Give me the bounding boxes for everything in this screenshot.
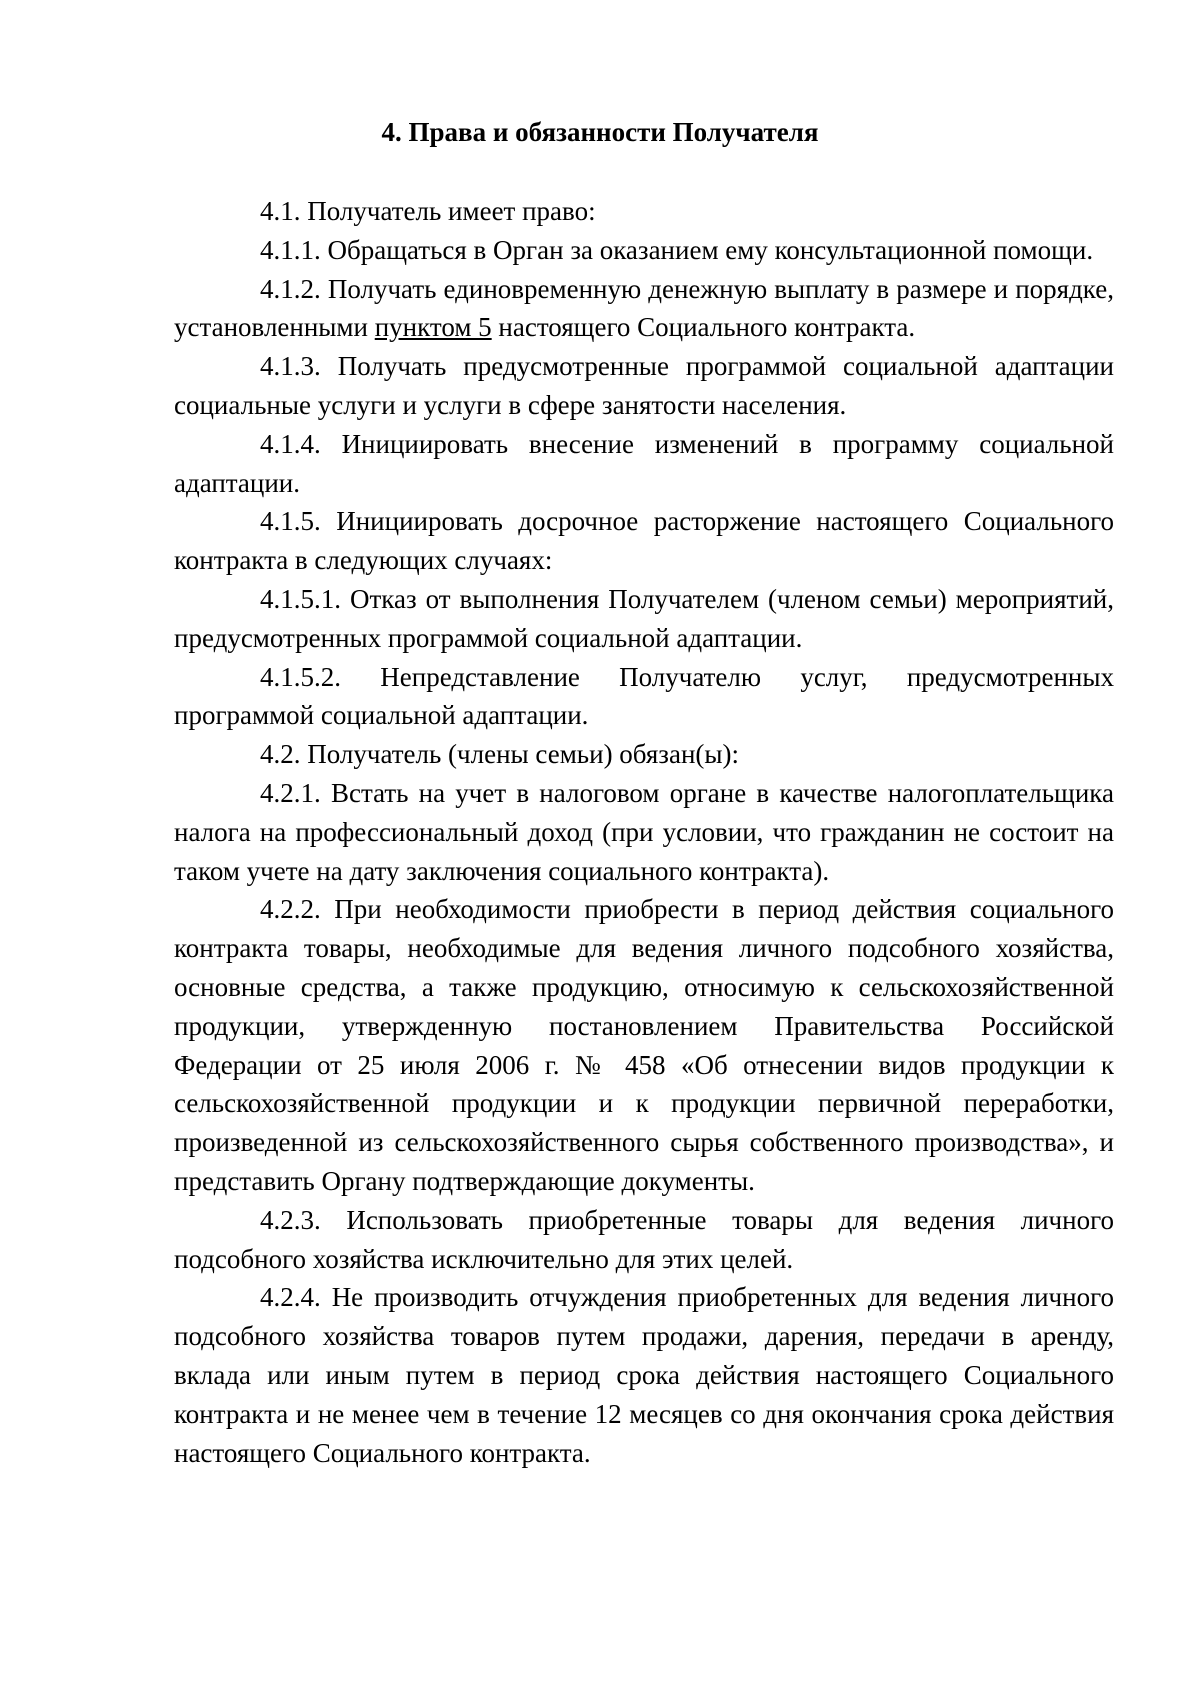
paragraph-4-2: 4.2. Получатель (члены семьи) обязан(ы): bbox=[260, 739, 740, 770]
clause-5-link[interactable]: пунктом 5 bbox=[374, 312, 492, 343]
paragraph-4-1-2-text-end: настоящего Социального контракта. bbox=[491, 312, 916, 343]
section-body bbox=[174, 192, 1114, 1472]
paragraph-4-1-3: 4.1.3. Получать предусмотренные программой социальной адаптации социальные услуги и услуги в сфере занятости населения. bbox=[174, 351, 1114, 420]
section-heading: 4. Права и обязанности Получателя bbox=[381, 117, 819, 147]
paragraph-4-1-2 bbox=[174, 270, 1114, 348]
paragraph-4-1-5-2: 4.1.5.2. Непредставление Получателю услуг, предусмотренных программой социальной адаптации. bbox=[174, 661, 1114, 731]
paragraph-4-1-2-text-start: 4.1.2. Получать единовременную денежную выплату в размере и порядке, установленными bbox=[174, 273, 1114, 343]
paragraph-4-1-5: 4.1.5. Инициировать досрочное расторжение настоящего Социального контракта в следующих случаях: bbox=[174, 506, 1114, 576]
paragraph-4-1-5-1: 4.1.5.1. Отказ от выполнения Получателем (членом семьи) мероприятий, предусмотренных программой социальной адаптации. bbox=[174, 583, 1114, 653]
paragraph-4-1-4: 4.1.4. Инициировать внесение изменений в программу социальной адаптации. bbox=[174, 428, 1114, 498]
paragraph-4-2-1: 4.2.1. Встать на учет в налоговом органе в качестве налогоплательщика налога на профессиональный доход (при условии, что гражданин не состоит на таком учете на дату заключения социального контракта). bbox=[174, 777, 1114, 886]
paragraph-4-2-2: 4.2.2. При необходимости приобрести в период действия социального контракта товары, необходимые для ведения личного подсобного хозяйства, основные средства, а также продукцию, относимую к сельскохозяйственной продукции, утвержденную постановлением Правительства Российской Федерации от 25 июля 2006 г. № 458 «Об отнесении видов продукции к сельскохозяйственной продукции и к продукции первичной переработки, произведенной из сельскохозяйственного сырья собственного производства», и представить Органу подтверждающие документы. bbox=[174, 894, 1114, 1196]
paragraph-4-2-3: 4.2.3. Использовать приобретенные товары для ведения личного подсобного хозяйства исключительно для этих целей. bbox=[174, 1204, 1114, 1274]
paragraph-4-2-4: 4.2.4. Не производить отчуждения приобретенных для ведения личного подсобного хозяйства товаров путем продажи, дарения, передачи в аренду, вклада или иным путем в период срока действия настоящего Социального контракта и не менее чем в течение 12 месяцев со дня окончания срока действия настоящего Социального контракта. bbox=[174, 1282, 1114, 1468]
paragraph-4-1: 4.1. Получатель имеет право: bbox=[260, 196, 596, 226]
paragraph-4-1-1: 4.1.1. Обращаться в Орган за оказанием ему консультационной помощи. bbox=[260, 234, 1094, 265]
